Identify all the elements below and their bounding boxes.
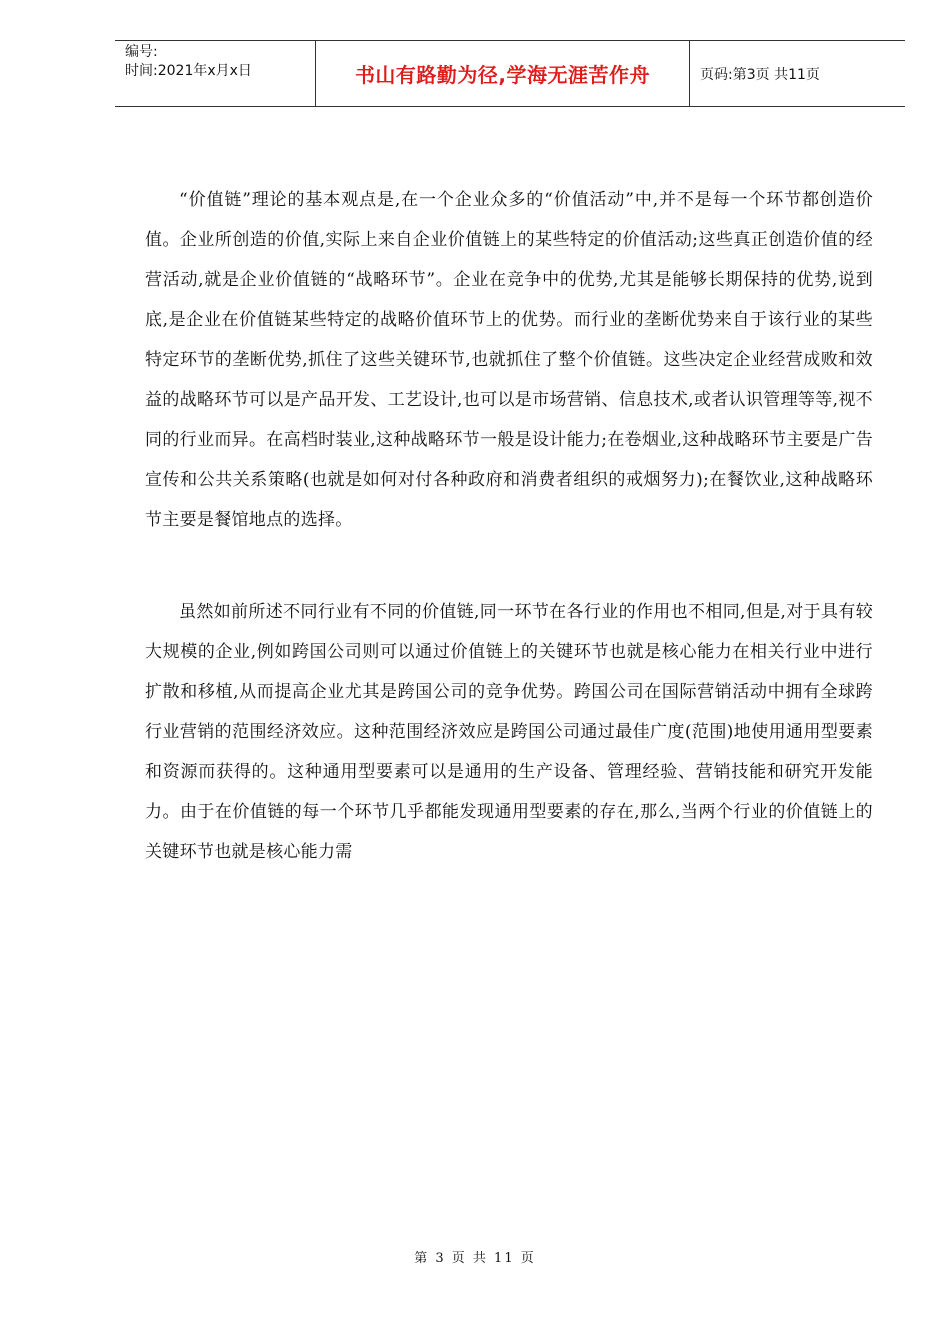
header-page-number: 页码:第3页 共11页 [700, 66, 820, 83]
paragraph-gap [145, 540, 873, 592]
header-motto-cell [316, 41, 690, 106]
body-paragraph: 虽然如前所述不同行业有不同的价值链,同一环节在各行业的作用也不相同,但是,对于具有较大规模的企业,例如跨国公司则可以通过价值链上的关键环节也就是核心能力在相关行业中进行扩散和移植,从而提高企业尤其是跨国公司的竞争优势。跨国公司在国际营销活动中拥有全球跨行业营销的范围经济效应。这种范围经济效应是跨国公司通过最佳广度(范围)地使用通用型要素和资源而获得的。这种通用型要素可以是通用的生产设备、管理经验、营销技能和研究开发能力。由于在价值链的每一个环节几乎都能发现通用型要素的存在,那么,当两个行业的价值链上的关键环节也就是核心能力需 [145, 602, 873, 862]
page-footer: 第 3 页 共 11 页 [414, 1251, 536, 1266]
document-number-label: 编号: [125, 44, 158, 60]
header-page-cell [690, 41, 905, 106]
document-date-label: 时间:2021年x月x日 [125, 63, 252, 79]
header-motto: 书山有路勤为径,学海无涯苦作舟 [354, 63, 651, 87]
body-paragraph: “价值链”理论的基本观点是,在一个企业众多的“价值活动”中,并不是每一个环节都创造价值。企业所创造的价值,实际上来自企业价值链上的某些特定的价值活动;这些真正创造价值的经营活动,就是企业价值链的“战略环节”。企业在竞争中的优势,尤其是能够长期保持的优势,说到底,是企业在价值链某些特定的战略价值环节上的优势。而行业的垄断优势来自于该行业的某些特定环节的垄断优势,抓住了这些关键环节,也就抓住了整个价值链。这些决定企业经营成败和效益的战略环节可以是产品开发、工艺设计,也可以是市场营销、信息技术,或者认识管理等等,视不同的行业而异。在高档时装业,这种战略环节一般是设计能力;在卷烟业,这种战略环节主要是广告宣传和公共关系策略(也就是如何对付各种政府和消费者组织的戒烟努力);在餐饮业,这种战略环节主要是餐馆地点的选择。 [145, 190, 873, 530]
document-header [115, 40, 905, 107]
document-body [145, 180, 873, 872]
header-meta-cell [115, 41, 316, 106]
